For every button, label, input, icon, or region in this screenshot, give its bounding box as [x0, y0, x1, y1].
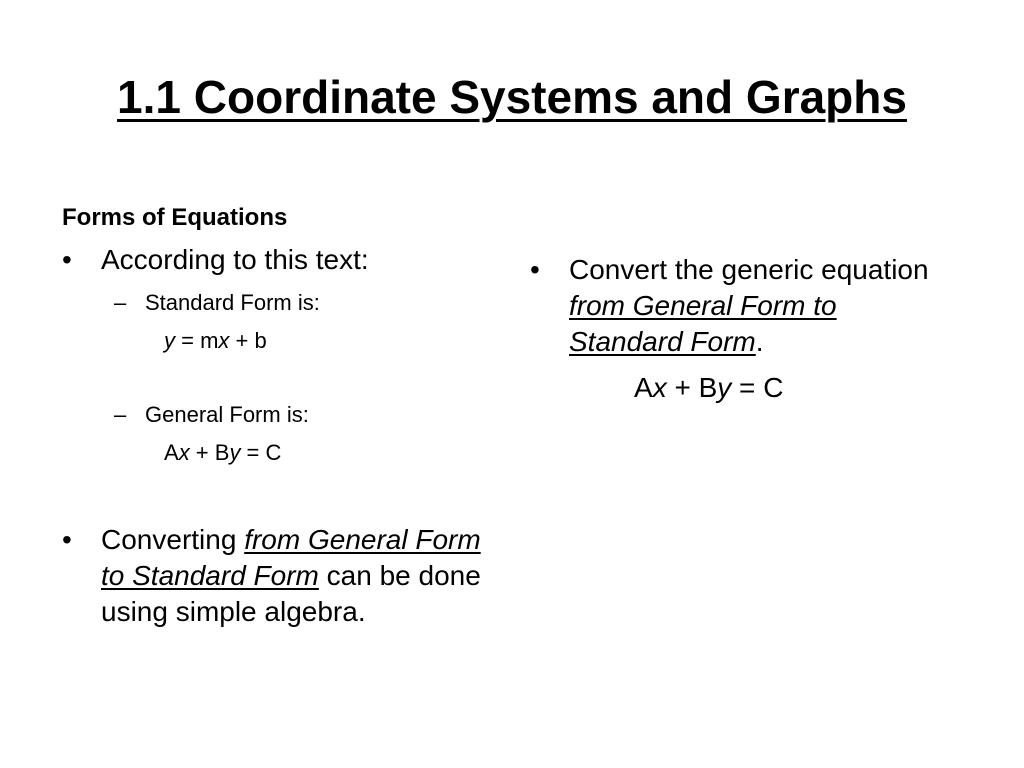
sub-item-label: Standard Form is: — [145, 290, 320, 315]
bullet-emphasis: from General Form to Standard Form — [569, 290, 837, 357]
formula-var-y: y — [717, 372, 732, 403]
formula-part: = C — [731, 372, 784, 403]
bullet-icon: • — [62, 524, 72, 555]
left-column — [62, 200, 502, 630]
formula-part: A — [164, 440, 179, 465]
general-form-formula — [62, 438, 502, 468]
bullet-text: According to this text: — [101, 244, 369, 275]
generic-equation-formula — [530, 370, 930, 406]
bullet-icon: • — [530, 254, 540, 285]
section-heading: Forms of Equations — [62, 204, 288, 231]
formula-part: A — [634, 372, 653, 403]
formula-part: = C — [240, 440, 282, 465]
formula-part: = m — [175, 328, 219, 353]
bullet-convert-generic — [530, 252, 929, 360]
bullet-text: Converting — [101, 524, 245, 555]
sub-item-standard-form — [62, 288, 502, 318]
standard-form-formula — [62, 326, 502, 356]
dash-icon: – — [114, 290, 127, 315]
formula-var-y: y — [229, 440, 241, 465]
formula-part: + b — [229, 328, 267, 353]
bullet-text: Convert the generic equation — [569, 254, 929, 285]
bullet-emphasis: from General Form to Standard Form — [101, 524, 481, 591]
slide-title-text: 1.1 Coordinate Systems and Graphs — [117, 71, 907, 123]
dash-icon: – — [114, 402, 127, 427]
sub-item-label: General Form is: — [145, 402, 309, 427]
formula-part: + B — [666, 372, 718, 403]
bullet-converting — [62, 522, 502, 630]
sub-item-general-form — [62, 400, 502, 430]
formula-part: + B — [189, 440, 230, 465]
bullet-text: . — [755, 326, 764, 357]
bullet-icon: • — [62, 244, 72, 275]
slide-title — [0, 68, 1024, 126]
formula-var-x: x — [652, 372, 667, 403]
bullet-text: can be done using simple algebra. — [101, 560, 481, 627]
formula-var-x: x — [178, 440, 190, 465]
formula-var-x: x — [218, 328, 230, 353]
bullet-according-to-text — [62, 242, 502, 278]
right-column — [530, 252, 930, 406]
formula-var-y: y — [164, 328, 175, 353]
